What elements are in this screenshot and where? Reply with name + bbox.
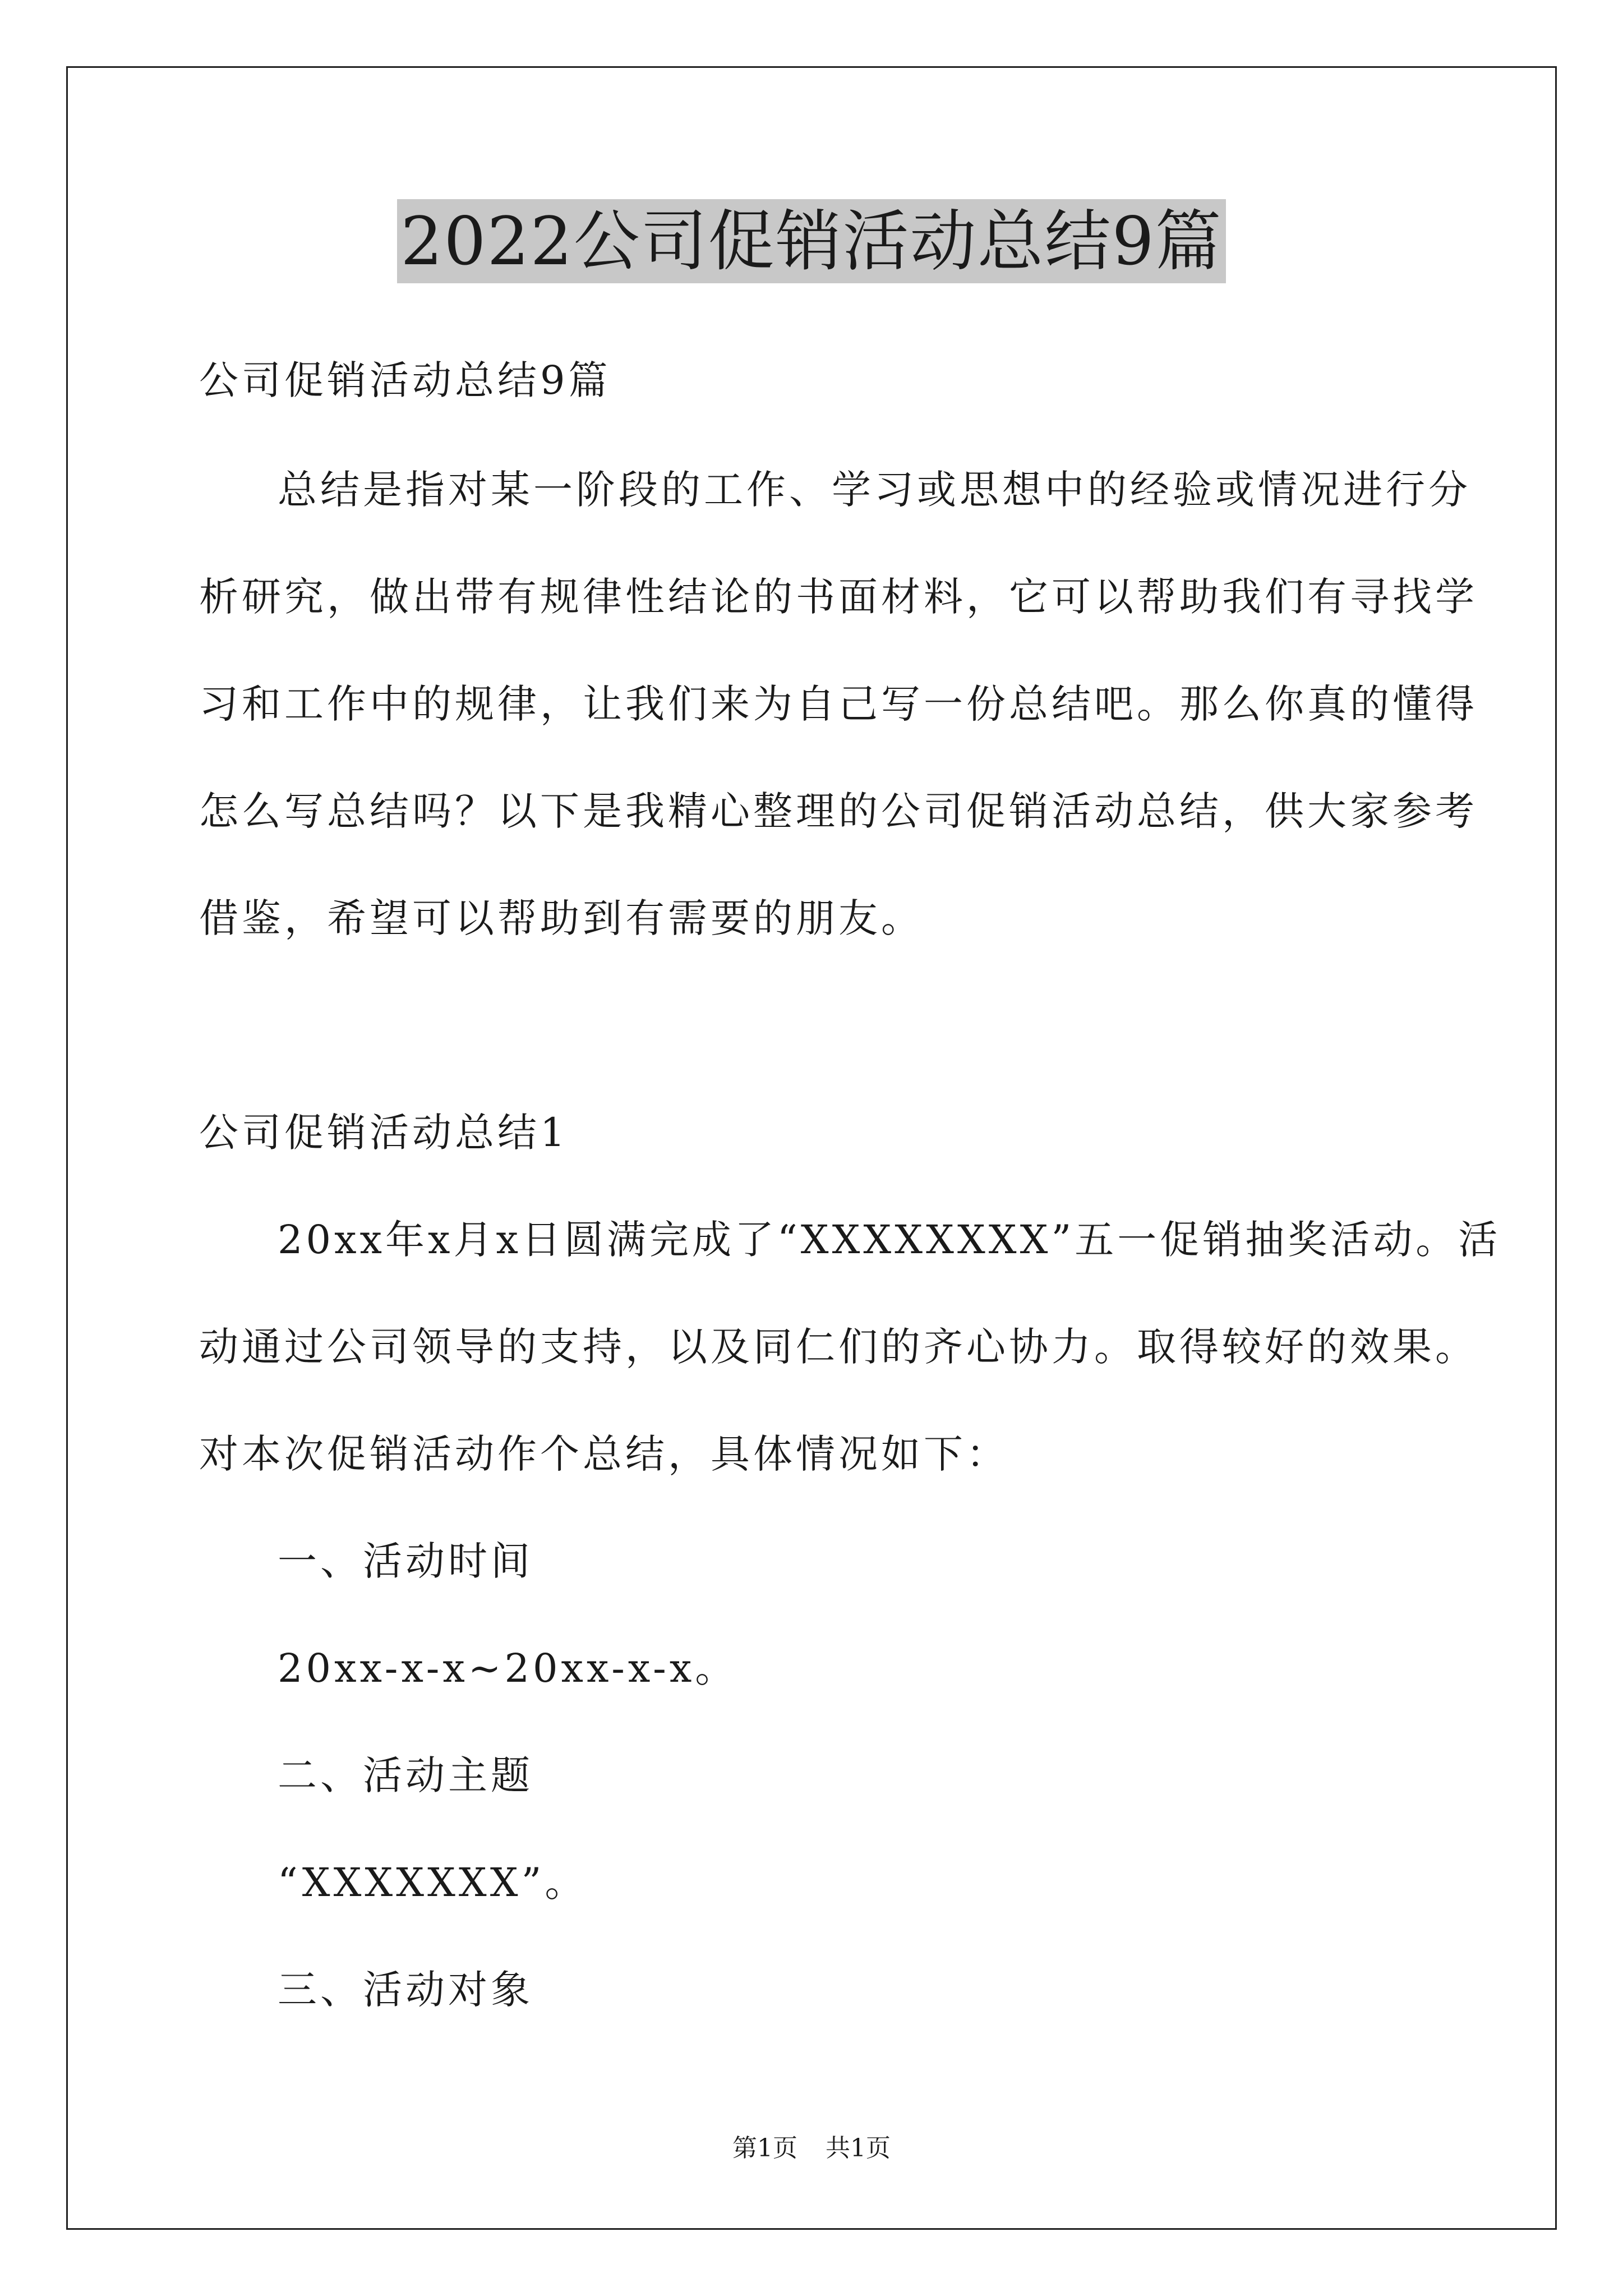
page-number: 第1页 <box>732 2134 797 2162</box>
intro-line-2: 析研究，做出带有规律性结论的书面材料，它可以帮助我们有寻找学 <box>199 574 1478 620</box>
intro-line-5: 借鉴，希望可以帮助到有需要的朋友。 <box>199 895 924 941</box>
title-container <box>0 199 1623 283</box>
intro-line-3: 习和工作中的规律，让我们来为自己写一份总结吧。那么你真的懂得 <box>199 681 1478 727</box>
document-title: 2022公司促销活动总结9篇 <box>397 199 1225 283</box>
page-footer <box>0 2132 1623 2165</box>
item-heading-time: 一、活动时间 <box>278 1538 533 1584</box>
page-total: 共1页 <box>826 2134 891 2162</box>
document-subtitle: 公司促销活动总结9篇 <box>199 357 611 403</box>
section-line-1: 20xx年x月x日圆满完成了“XXXXXXXX”五一促销抽奖活动。活 <box>278 1217 1501 1263</box>
intro-line-4: 怎么写总结吗？以下是我精心整理的公司促销活动总结，供大家参考 <box>199 788 1478 834</box>
section-line-2: 动通过公司领导的支持，以及同仁们的齐心协力。取得较好的效果。 <box>199 1324 1478 1370</box>
intro-line-1: 总结是指对某一阶段的工作、学习或思想中的经验或情况进行分 <box>278 467 1471 513</box>
item-text-time: 20xx-x-x~20xx-x-x。 <box>278 1645 738 1691</box>
section-line-3: 对本次促销活动作个总结，具体情况如下： <box>199 1431 1009 1477</box>
item-heading-theme: 二、活动主题 <box>278 1752 533 1798</box>
item-text-theme: “XXXXXXX”。 <box>278 1860 588 1906</box>
section-heading: 公司促销活动总结1 <box>199 1110 569 1156</box>
item-heading-audience: 三、活动对象 <box>278 1967 533 2013</box>
